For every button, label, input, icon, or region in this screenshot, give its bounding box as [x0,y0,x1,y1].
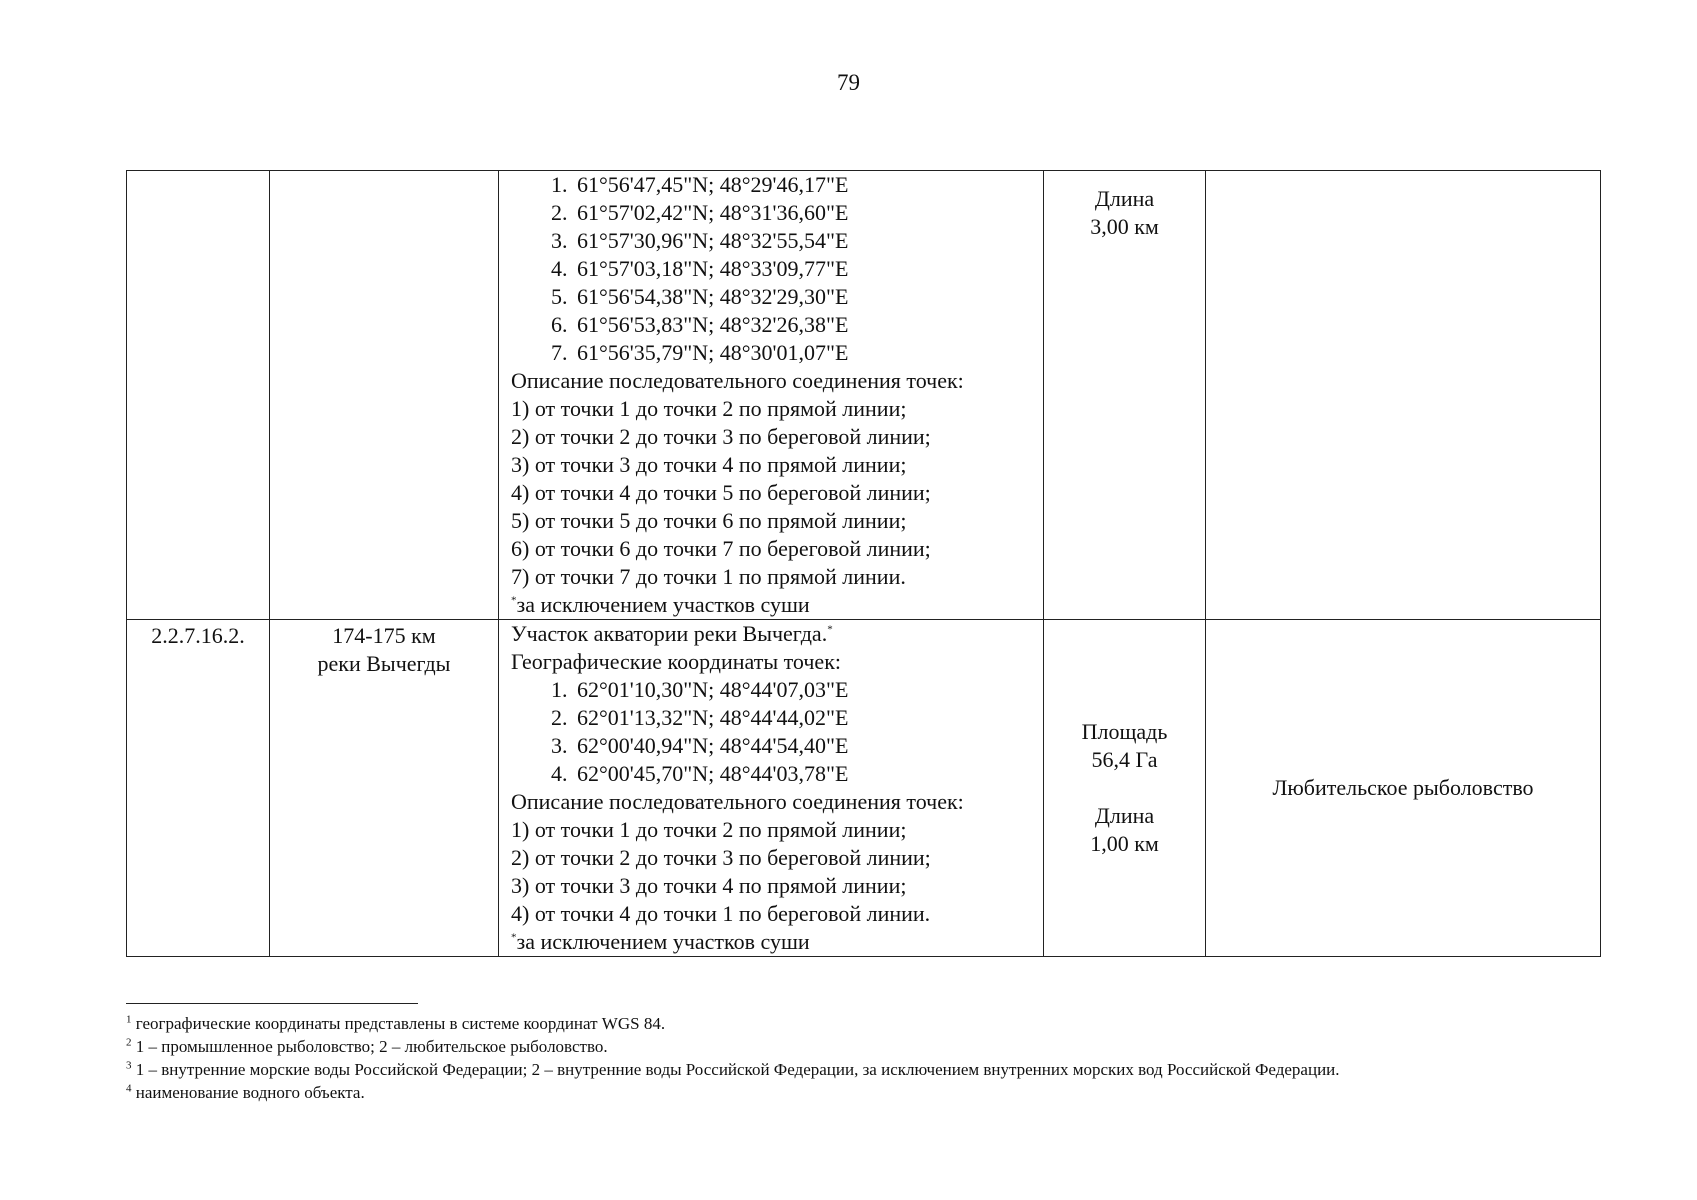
connection-step: 2) от точки 2 до точки 3 по береговой линии; [511,424,931,449]
coordinate-point: 3. 61°57'30,96"N; 48°32'55,54"E [573,227,1037,255]
row-number: 2.2.7.16.2. [151,623,245,648]
coordinate-point: 3. 62°00'40,94"N; 48°44'54,40"E [573,732,1037,760]
coordinate-point: 7. 61°56'35,79"N; 48°30'01,07"E [573,339,1037,367]
footnote [126,1081,1596,1104]
fishing-areas-table [126,170,1601,957]
coordinate-point: 4. 62°00'45,70"N; 48°44'03,78"E [573,760,1037,788]
description-header-text: Участок акватории реки Вычегда. [511,621,828,646]
connection-step: 7) от точки 7 до точки 1 по прямой линии. [511,564,906,589]
coordinate-point: 6. 61°56'53,83"N; 48°32'26,38"E [573,311,1037,339]
length-label: Длина [1094,186,1155,211]
water-body-name-line: 174-175 км [332,623,436,648]
coordinate-point: 2. 61°57'02,42"N; 48°31'36,60"E [573,199,1037,227]
length-label: Длина [1094,803,1155,828]
footnotes [126,1012,1596,1104]
footnote [126,1035,1596,1058]
footnote-number: 2 [126,1036,132,1049]
coordinate-point: 2. 62°01'13,32"N; 48°44'44,02"E [573,704,1037,732]
description-header-line [511,620,1037,648]
fishing-type: Любительское рыболовство [1272,775,1534,800]
table-body [127,171,1601,957]
connection-step: 1) от точки 1 до точки 2 по прямой линии; [511,396,907,421]
row-number-cell [127,171,270,620]
water-body-name-line: реки Вычегды [317,651,451,676]
description-header-text: Географические координаты точек: [511,649,841,674]
page-number: 79 [837,70,860,95]
exclusion-marker: * [511,931,517,944]
measurements-cell [1044,171,1206,620]
footnote-text: наименование водного объекта. [135,1083,365,1102]
description-header-line [511,648,1037,676]
footnote-number: 4 [126,1082,132,1095]
connection-step: 4) от точки 4 до точки 1 по береговой линии. [511,901,931,926]
area-description-cell [499,620,1044,957]
coordinate-points-list [511,676,1037,788]
water-body-name-cell [270,171,499,620]
exclusion-marker: * [511,594,517,607]
footnote [126,1012,1596,1035]
exclusion-text: за исключением участков суши [516,929,810,954]
connection-description-title: Описание последовательного соединения точек: [511,368,964,393]
footnote [126,1058,1596,1081]
connection-step: 3) от точки 3 до точки 4 по прямой линии; [511,873,907,898]
connection-step: 6) от точки 6 до точки 7 по береговой линии; [511,536,931,561]
footnote-text: географические координаты представлены в системе координат WGS 84. [135,1014,666,1033]
exclusion-text: за исключением участков суши [516,592,810,617]
measurements-cell [1044,620,1206,957]
connection-description-title: Описание последовательного соединения точек: [511,789,964,814]
fishing-type-cell [1206,171,1601,620]
coordinate-point: 5. 61°56'54,38"N; 48°32'29,30"E [573,283,1037,311]
connection-step: 3) от точки 3 до точки 4 по прямой линии; [511,452,907,477]
length-value: 3,00 км [1090,214,1159,239]
connection-step: 4) от точки 4 до точки 5 по береговой линии; [511,480,931,505]
footnote-divider [126,1003,418,1004]
coordinate-point: 1. 61°56'47,45"N; 48°29'46,17"E [573,171,1037,199]
connection-step: 1) от точки 1 до точки 2 по прямой линии; [511,817,907,842]
coordinate-points-list [511,171,1037,367]
area-description-cell [499,171,1044,620]
fishing-type-cell [1206,620,1601,957]
row-number-cell [127,620,270,957]
water-body-name-cell [270,620,499,957]
footnote-marker: * [827,623,833,636]
length-value: 1,00 км [1090,831,1159,856]
area-label: Площадь [1081,719,1168,744]
table-row [127,171,1601,620]
table-row [127,620,1601,957]
footnote-text: 1 – внутренние морские воды Российской Федерации; 2 – внутренние воды Российской Федерации, за исключением внутренних морских вод Российской Федерации. [135,1060,1340,1079]
coordinate-point: 4. 61°57'03,18"N; 48°33'09,77"E [573,255,1037,283]
footnote-number: 1 [126,1013,132,1026]
exclusion-note [511,591,1037,619]
footnote-number: 3 [126,1059,132,1072]
area-value: 56,4 Га [1091,747,1158,772]
connection-step: 5) от точки 5 до точки 6 по прямой линии; [511,508,907,533]
exclusion-note [511,928,1037,956]
footnote-text: 1 – промышленное рыболовство; 2 – любительское рыболовство. [135,1037,608,1056]
coordinate-point: 1. 62°01'10,30"N; 48°44'07,03"E [573,676,1037,704]
connection-step: 2) от точки 2 до точки 3 по береговой линии; [511,845,931,870]
measure-gap [1044,774,1205,802]
